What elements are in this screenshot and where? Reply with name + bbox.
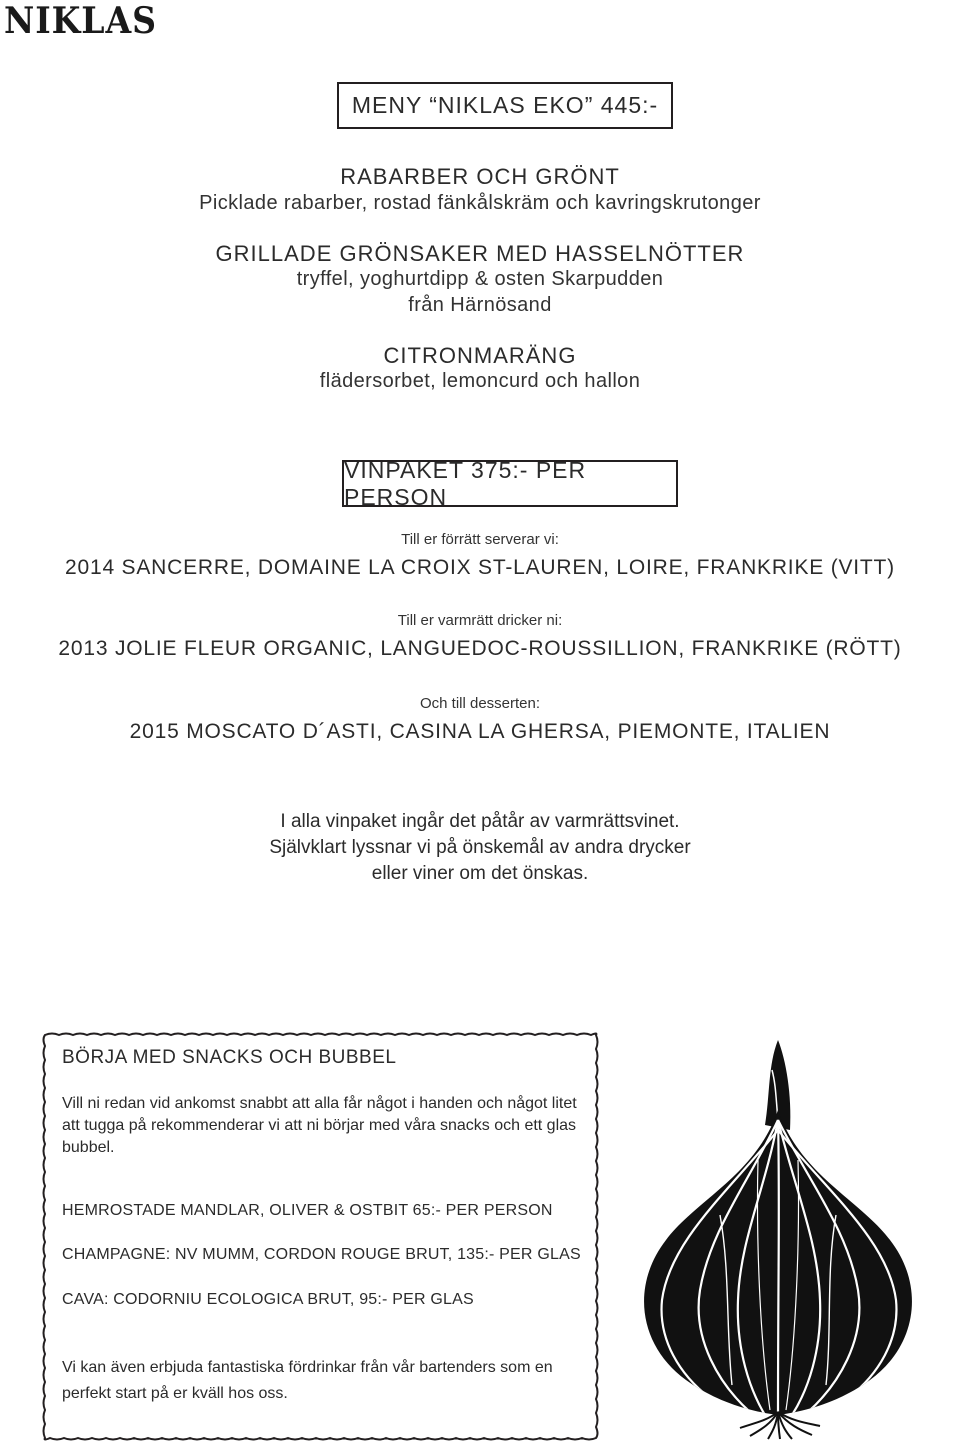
pairing-2-wine: 2013 JOLIE FLEUR ORGANIC, LANGUEDOC-ROUSSILLION, FRANKRIKE (RÖTT) bbox=[58, 637, 902, 660]
pairing-1-intro: Till er förrätt serverar vi: bbox=[401, 531, 559, 548]
snacks-outro: Vi kan även erbjuda fantastiska fördrinkar från vår bartenders som en perfekt start på er kväll hos oss. bbox=[62, 1359, 553, 1402]
snacks-intro: Vill ni redan vid ankomst snabbt att alla får något i handen och något litet att tugga på rekommenderar vi att ni börjar med våra snacks och ett glas bubbel. bbox=[62, 1095, 577, 1156]
menu-title: MENY “NIKLAS EKO” 445:- bbox=[351, 92, 659, 118]
pairing-2-intro: Till er varmrätt dricker ni: bbox=[397, 612, 563, 629]
snack-item-1: HEMROSTADE MANDLAR, OLIVER & OSTBIT 65:- PER PERSON bbox=[62, 1202, 553, 1219]
pairing-3-wine: 2015 MOSCATO D´ASTI, CASINA LA GHERSA, PIEMONTE, ITALIEN bbox=[129, 720, 831, 743]
wine-note-line3: eller viner om det önskas. bbox=[371, 863, 589, 884]
snack-item-2: CHAMPAGNE: NV MUMM, CORDON ROUGE BRUT, 135:- PER GLAS bbox=[62, 1246, 581, 1263]
dish-2-name: GRILLADE GRÖNSAKER MED HASSELNÖTTER bbox=[215, 241, 745, 266]
wine-note-line1: I alla vinpaket ingår det påtår av varmrättsvinet. bbox=[280, 811, 680, 832]
wine-title-box bbox=[342, 456, 678, 510]
brand-logo: NIKLAS bbox=[4, 0, 157, 42]
pairing-3-intro: Och till desserten: bbox=[419, 695, 541, 712]
dish-1-desc: Picklade rabarber, rostad fänkålskräm och kavringskrutonger bbox=[199, 192, 761, 214]
wine-title: VINPAKET 375:- PER PERSON bbox=[344, 456, 587, 510]
pairing-1-wine: 2014 SANCERRE, DOMAINE LA CROIX ST-LAUREN, LOIRE, FRANKRIKE (VITT) bbox=[65, 556, 895, 579]
wine-note-line2: Självklart lyssnar vi på önskemål av andra drycker bbox=[269, 837, 691, 858]
dish-2-desc-line2: från Härnösand bbox=[408, 294, 552, 316]
dish-3-name: CITRONMARÄNG bbox=[383, 343, 577, 368]
dish-1-name: RABARBER OCH GRÖNT bbox=[340, 164, 620, 189]
snack-item-3: CAVA: CODORNIU ECOLOGICA BRUT, 95:- PER GLAS bbox=[62, 1291, 474, 1308]
onion-icon bbox=[600, 1040, 930, 1440]
dish-2-desc-line1: tryffel, yoghurtdipp & osten Skarpudden bbox=[296, 268, 664, 290]
menu-title-box bbox=[337, 82, 673, 129]
snacks-box bbox=[40, 1030, 601, 1443]
dish-3-desc: flädersorbet, lemoncurd och hallon bbox=[319, 370, 641, 392]
snacks-title: BÖRJA MED SNACKS OCH BUBBEL bbox=[62, 1047, 397, 1068]
